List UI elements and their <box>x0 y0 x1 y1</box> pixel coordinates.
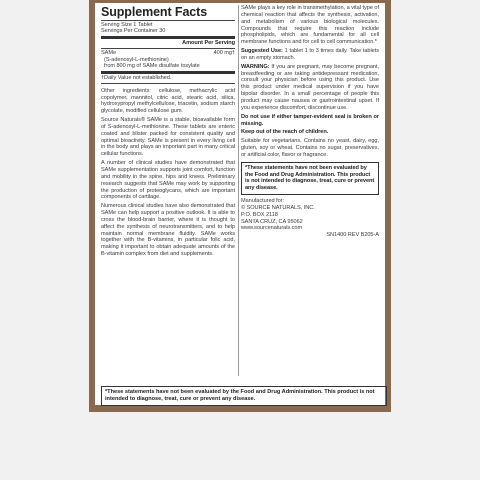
warning-label: WARNING: <box>241 63 270 70</box>
right-column <box>241 5 379 239</box>
ingredient-amount: 400 mg† <box>213 49 235 56</box>
manufacturer-line: Manufactured for: <box>241 198 284 205</box>
warning <box>241 64 379 112</box>
amount-per-serving-header: Amount Per Serving <box>182 40 235 47</box>
servings-per-container: Servings Per Container 30 <box>101 28 166 35</box>
manufacturer-line: SANTA CRUZ, CA 95062 <box>241 218 303 225</box>
suggested-use-text: 1 tablet 1 to 3 times daily. Take tablets on an empty stomach. <box>241 48 379 61</box>
divider-thick <box>101 36 235 39</box>
warning-text: If you are pregnant, may become pregnant, breastfeeding or are taking antidepressant medication, consult your physician before using this product. Use this product under medical supervision if you have bipolar disorder. In a small percentage of people this product may cause nausea or gastrointestinal upset. If you experience discomfort, discontinue use. <box>241 63 379 111</box>
manufacturer-line: P.O. BOX 2118 <box>241 211 278 218</box>
seal-warning: Do not use if either tamper-evident seal is broken or missing. <box>241 113 379 127</box>
mood-research-paragraph: Numerous clinical studies have also demonstrated that SAMe can help support a positive outlook. It is able to cross the blood-brain barrier, where it is thought to affect the synthesis of neurotransmitters, and to help maintain normal membrane fluidity. SAMe works together with the B-vitamins, in particular folic acid, making it important to obtain adequate amounts of the B-vitamin complex from diet and supplements. <box>101 203 235 258</box>
bottom-fda-disclaimer: *These statements have not been evaluated by the Food and Drug Administration. This product is not intended to diagnose, treat, cure or prevent any disease. <box>101 386 387 406</box>
suggested-use <box>241 48 379 62</box>
daily-value-footnote: †Daily Value not established. <box>101 75 172 82</box>
transmethylation-paragraph: SAMe plays a key role in transmethylation, a vital type of chemical reaction that affects the synthesis, activation, and metabolism of various biological molecules. Compounds that require this reaction include phospholipids, which are fundamental for all cell membrane functions and for cell to cell communication.* <box>241 5 379 46</box>
ingredient-row <box>101 50 235 57</box>
manufacturer-website: www.sourcenaturals.com <box>241 225 303 232</box>
serving-size: Serving Size 1 Tablet <box>101 21 153 28</box>
suitable-for-vegetarians: Suitable for vegetarians. Contains no yeast, dairy, egg, gluten, soy or wheat. Contains no sugar, preservatives, or artificial color, flavor or fragrance. <box>241 138 379 158</box>
divider <box>101 48 235 49</box>
manufacturer-line: © SOURCE NATURALS, INC. <box>241 204 315 211</box>
left-column <box>101 5 235 260</box>
column-divider <box>238 5 239 376</box>
keep-out-of-reach: Keep out of the reach of children. <box>241 129 329 136</box>
joint-research-paragraph: A number of clinical studies have demonstrated that SAMe supplementation supports joint comfort, function and mobility in the spine, hips and knees. Preliminary research suggests that SAMe may work by supporting the production of proteoglycans, which are important components of cartilage. <box>101 160 235 201</box>
fda-disclaimer-box: *These statements have not been evaluated by the Food and Drug Administration. This product is not intended to diagnose, treat, cure or prevent any disease. <box>241 162 379 195</box>
ingredient-source: from 800 mg of SAMe disulfate tosylate <box>104 63 200 70</box>
ingredient-name: SAMe <box>101 49 117 56</box>
ingredient-detail: (S-adenosyl-L-methionine) <box>104 56 169 63</box>
divider <box>101 20 235 21</box>
suggested-use-label: Suggested Use: <box>241 48 283 55</box>
supplement-facts-title: Supplement Facts <box>101 5 208 19</box>
description-paragraph: Source Naturals® SAMe is a stable, bioavailable form of S-adenosyl-L-methionine. These tablets are enteric coated and blister packed for consistent quality and optimal bioactivity. SAMe is present in every living cell in the body and plays an important part in many critical cellular functions. <box>101 117 235 158</box>
product-code: SN1400 REV B205-A <box>326 232 379 239</box>
other-ingredients: Other ingredients: cellulose, methacrylic acid copolymer, mannitol, citric acid, stearic acid, silica, hydroxypropyl methylcellulose, triacetin, sodium starch glycolate, modified cellulose gum. <box>101 87 235 115</box>
divider <box>101 83 235 84</box>
divider-thick <box>101 71 235 74</box>
